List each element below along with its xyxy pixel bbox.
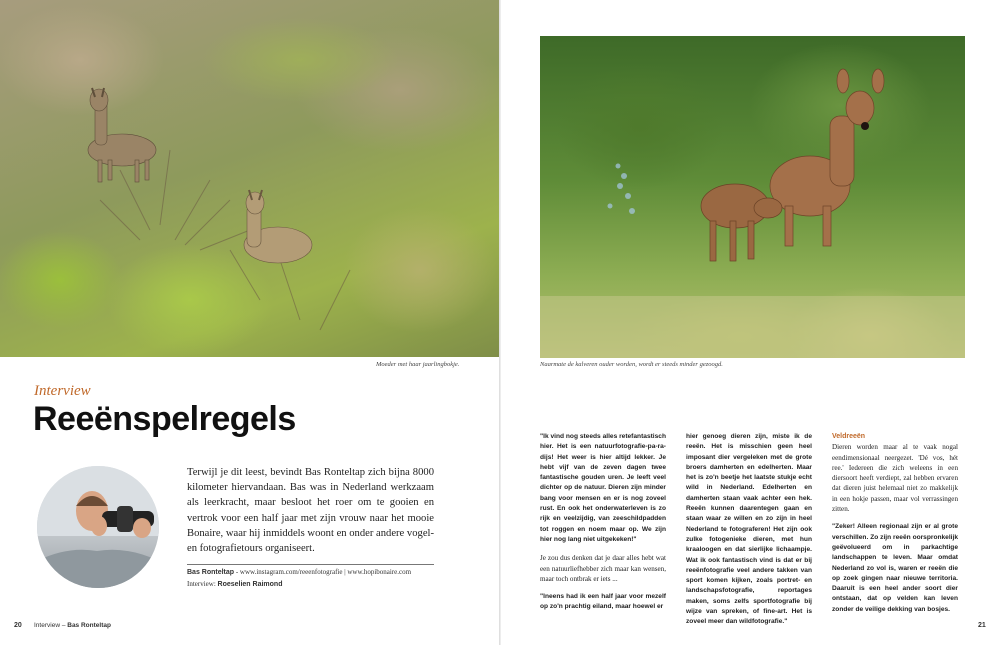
body-column-3 (832, 432, 958, 623)
body-paragraph: Je zou dus denken dat je daar alles hebt wat een natuurliefhebber zich maar kan wensen, maar toch ontbrak er iets ... (540, 554, 666, 583)
quote-paragraph: "Ineens had ik een half jaar voor mezelf op zo'n prachtig eiland, maar hoewel er (540, 593, 666, 611)
page-number-left: 20 (14, 622, 22, 629)
quote-paragraph: hier genoeg dieren zijn, miste ik de reeën. Het is misschien geen heel imposant dier vergeleken met de grote broers damherten en edelherten. Maar het is zo'n beetje het laatste stukje echt wild in Nederland. Edelherten en damherten staan vaak achter een hek. Reeën kunnen daarentegen gaan en staan waar ze willen en zo zijn in heel Nederland te fotograferen! Het zijn ook zulke fotogenieke dieren, met hun kraaloogen en dat sierlijke lichaampje. Wat ik ook fantastisch vind is dat er bij reeënfotografie veel andere takken van sport komen kijken, zoals portret- en landschapsfotografie, reportages maken, soms zelfs sportfotografie bij wijze van spreken, of fine-art. Het is zoveel meer dan wildfotografie." (686, 433, 812, 626)
photo-doe-and-fawn (540, 36, 965, 358)
body-column-2 (686, 432, 812, 636)
caption-left-photo: Moeder met haar jaarlingbokje. (376, 361, 460, 368)
body-paragraph: Dieren worden maar al te vaak nogal eendimensionaal neergezet. 'Dé vos, hét ree.' Iedereen die zich weleens in een diersoort heeft verdiept, zal hebben ervaren dat dieren juist helemaal niet zo makkelijk in een hokje passen, maar vol verrassingen zitten. (832, 443, 958, 514)
interview-label: Interview: (187, 579, 218, 588)
credit-rule (187, 564, 434, 565)
caption-right-photo: Naarmate de kalveren ouder worden, wordt er steeds minder gezoogd. (540, 361, 723, 368)
interviewer-name: Roeselien Raimond (217, 580, 283, 588)
body-column-1 (540, 432, 666, 621)
running-head-name: Bas Ronteltap (67, 622, 111, 629)
credits (187, 567, 447, 590)
running-head-label: Interview – (34, 622, 68, 629)
quote-paragraph: "Zeker! Alleen regionaal zijn er al grote verschillen. Zo zijn reeën oorspronkelijk geëvolueerd om in parkachtige landschappen te leven. Maar omdat Nederland zo vol is, waren er reeën die op zoek gingen naar nieuwe territoria. Daaruit is een heel ander soort dier ontstaan, dat op velden kan leven zonder de veilige dekking van bosjes. (832, 523, 958, 613)
photo-deer-in-brush (0, 0, 499, 357)
page-number-right: 21 (978, 622, 986, 629)
article-intro: Terwijl je dit leest, bevindt Bas Ronteltap zich bijna 8000 kilometer hiervandaan. Bas was in Nederland werkzaam als leerkracht, maar besloot het roer om te gooien en vertrok voor een half jaar met zijn vrouw naar het mooie Bonaire, waar hij inmiddels woont en onder andere vogel- en fotografietours organiseert. (187, 467, 434, 555)
section-label: Interview (34, 383, 91, 399)
photographer-name: Bas Ronteltap (187, 569, 235, 576)
spine-gutter (499, 0, 501, 645)
author-portrait (37, 466, 159, 588)
subheading: Veldreeën (832, 433, 866, 440)
running-head (34, 622, 111, 629)
quote-paragraph: "Ik vind nog steeds alles retefantastisch hier. Het is een natuurfotografie-pa-ra-dijs! Het weer is hier altijd lekker. Je hebt vijf van de zeven dagen twee fantastische gouden uren. Je leeft veel dichter op de natuur. Dieren zijn minder bang voor mensen en er is nog zoveel rust. En ook het onderwaterleven is zo rijk en veelzijdig, van zeeschildpadden tot roggen en noem maar op. We zijn hier nog lang niet uitgekeken!" (540, 433, 666, 543)
article-title: Reeënspelregels (33, 400, 296, 438)
photographer-links[interactable]: - www.instagram.com/reeenfotografie | www.hopibonaire.com (234, 568, 412, 576)
